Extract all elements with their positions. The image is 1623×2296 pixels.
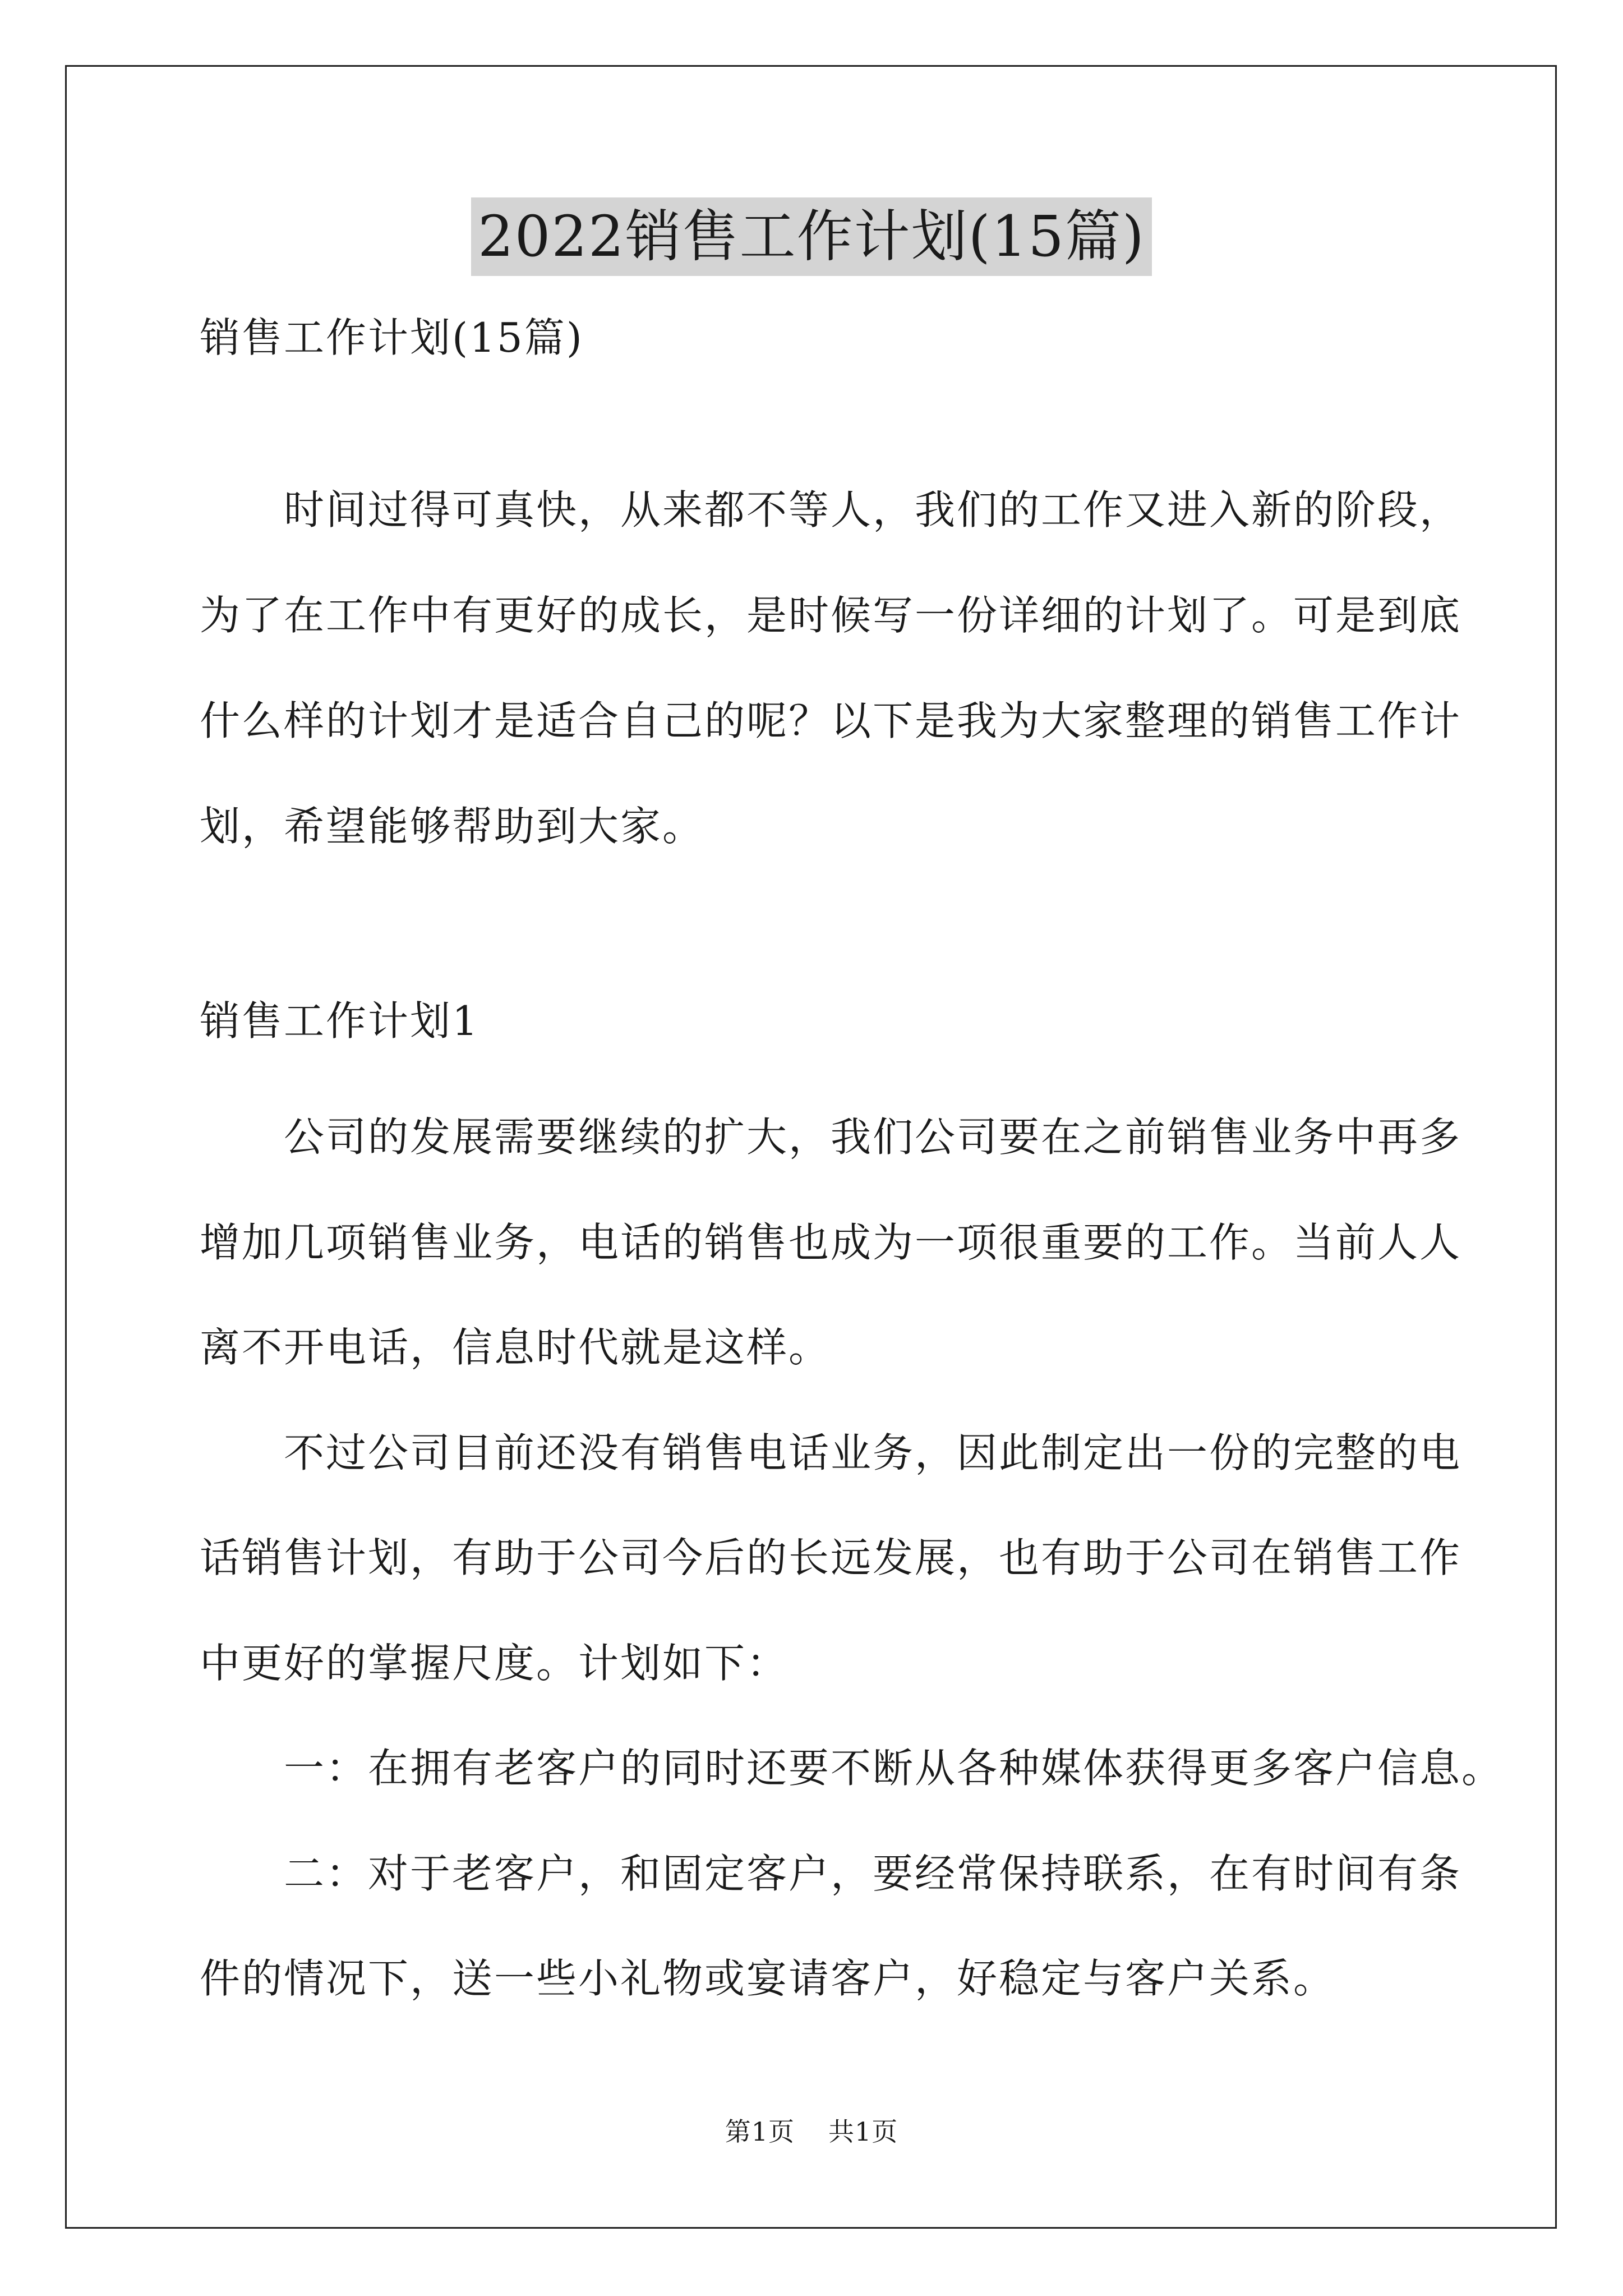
intro-line: 划，希望能够帮助到大家。 [200, 803, 705, 850]
body-line: 中更好的掌握尺度。计划如下： [200, 1639, 789, 1687]
body-line: 公司的发展需要继续的扩大，我们公司要在之前销售业务中再多 [284, 1114, 1462, 1161]
intro-paragraph [200, 457, 1462, 879]
document-subtitle: 销售工作计划(15篇) [200, 314, 584, 361]
section-heading: 销售工作计划1 [200, 997, 479, 1045]
document-title: 2022销售工作计划(15篇) [471, 197, 1152, 276]
title-area [0, 197, 1623, 276]
intro-line: 时间过得可真快，从来都不等人，我们的工作又进入新的阶段， [284, 486, 1462, 533]
body-line: 话销售计划，有助于公司今后的长远发展，也有助于公司在销售工作 [200, 1534, 1462, 1581]
body-line: 增加几项销售业务，电话的销售也成为一项很重要的工作。当前人人 [200, 1218, 1462, 1266]
page-footer [0, 2115, 1623, 2148]
body-line: 一：在拥有老客户的同时还要不断从各种媒体获得更多客户信息。 [284, 1745, 1504, 1792]
intro-line: 为了在工作中有更好的成长，是时候写一份详细的计划了。可是到底 [200, 592, 1462, 639]
body-line: 件的情况下，送一些小礼物或宴请客户，好稳定与客户关系。 [200, 1955, 1336, 2002]
page-current: 第1页 [725, 2116, 795, 2147]
section-body [200, 1085, 1504, 2032]
page-total: 共1页 [828, 2116, 898, 2147]
body-line: 二：对于老客户，和固定客户，要经常保持联系，在有时间有条 [284, 1849, 1462, 1897]
body-line: 离不开电话，信息时代就是这样。 [200, 1324, 831, 1371]
body-line: 不过公司目前还没有销售电话业务，因此制定出一份的完整的电 [284, 1429, 1462, 1476]
intro-line: 什么样的计划才是适合自己的呢？以下是我为大家整理的销售工作计 [200, 697, 1462, 744]
